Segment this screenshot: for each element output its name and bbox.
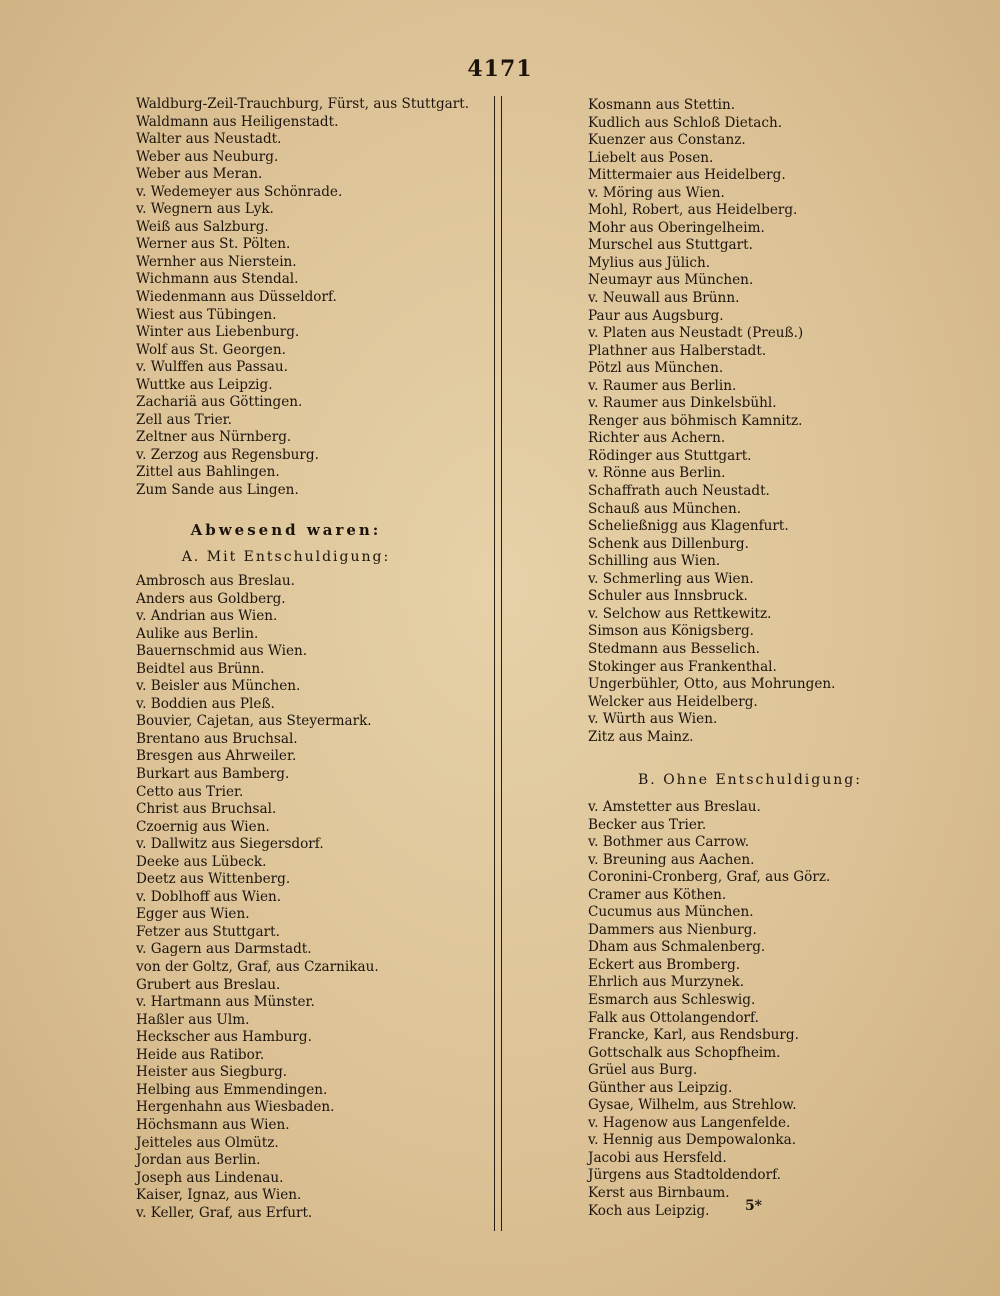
attendee-list-continued: [136, 96, 469, 500]
list-item: Heister aus Siegburg.: [136, 1064, 288, 1081]
list-item: v. Bothmer aus Carrow.: [588, 834, 750, 851]
list-item: Bouvier, Cajetan, aus Steyermark.: [136, 713, 372, 730]
list-item: Schenk aus Dillenburg.: [588, 535, 749, 552]
list-item: Hergenhahn aus Wiesbaden.: [136, 1099, 335, 1116]
list-item: Joseph aus Lindenau.: [136, 1169, 284, 1186]
list-item: v. Rönne aus Berlin.: [588, 465, 726, 482]
list-item: Kerst aus Birnbaum.: [588, 1185, 730, 1202]
list-item: Kaiser, Ignaz, aus Wien.: [136, 1187, 302, 1204]
list-item: v. Selchow aus Rettkewitz.: [588, 605, 772, 622]
list-item: v. Wedemeyer aus Schönrade.: [136, 183, 343, 200]
list-item: Ehrlich aus Murzynek.: [588, 974, 745, 991]
list-item: Zachariä aus Göttingen.: [136, 394, 303, 411]
list-item: Plathner aus Halberstadt.: [588, 342, 767, 359]
absent-heading: Abwesend waren:: [190, 521, 382, 539]
list-item: Christ aus Bruchsal.: [136, 801, 277, 818]
section-b-heading: B. Ohne Entschuldigung:: [638, 772, 862, 788]
list-item: Eckert aus Bromberg.: [588, 956, 741, 973]
list-item: Wichmann aus Stendal.: [136, 271, 299, 288]
list-item: Zum Sande aus Lingen.: [136, 482, 299, 499]
list-item: v. Möring aus Wien.: [588, 184, 725, 201]
list-item: Heide aus Ratibor.: [136, 1046, 265, 1063]
list-item: Simson aus Königsberg.: [588, 623, 754, 640]
list-item: Weber aus Neuburg.: [136, 148, 279, 165]
list-item: Beidtel aus Brünn.: [136, 660, 265, 677]
list-item: Helbing aus Emmendingen.: [136, 1081, 328, 1098]
list-item: Weber aus Meran.: [136, 166, 263, 183]
list-item: Schaffrath auch Neustadt.: [588, 483, 770, 500]
list-item: v. Breuning aus Aachen.: [588, 851, 755, 868]
list-item: v. Hagenow aus Langenfelde.: [588, 1114, 791, 1131]
list-item: Schuler aus Innsbruck.: [588, 588, 748, 605]
list-item: Wolf aus St. Georgen.: [136, 341, 286, 358]
list-item: Kosmann aus Stettin.: [588, 97, 736, 113]
list-item: Schauß aus München.: [588, 500, 742, 517]
list-item: Bresgen aus Ahrweiler.: [136, 748, 297, 765]
list-item: Dammers aus Nienburg.: [588, 921, 757, 938]
list-item: Mohr aus Oberingelheim.: [588, 219, 765, 236]
list-item: Wiest aus Tübingen.: [136, 306, 277, 323]
list-item: Kuenzer aus Constanz.: [588, 132, 746, 149]
list-item: Liebelt aus Posen.: [588, 149, 714, 166]
list-item: Dham aus Schmalenberg.: [588, 939, 766, 956]
list-item: v. Wulffen aus Passau.: [136, 359, 288, 376]
list-item: Rödinger aus Stuttgart.: [588, 447, 752, 464]
list-item: Neumayr aus München.: [588, 272, 754, 289]
list-item: Coronini-Cronberg, Graf, aus Görz.: [588, 869, 831, 886]
list-item: Brentano aus Bruchsal.: [136, 730, 298, 747]
list-item: Jordan aus Berlin.: [136, 1152, 261, 1169]
list-item: v. Würth aus Wien.: [588, 711, 718, 728]
list-item: Wernher aus Nierstein.: [136, 253, 297, 270]
list-item: Koch aus Leipzig.: [588, 1202, 710, 1219]
list-item: von der Goltz, Graf, aus Czarnikau.: [136, 959, 379, 976]
list-item: Heckscher aus Hamburg.: [136, 1029, 312, 1046]
list-item: Höchsmann aus Wien.: [136, 1116, 290, 1133]
list-item: v. Andrian aus Wien.: [136, 608, 278, 625]
list-item: v. Doblhoff aus Wien.: [136, 888, 282, 905]
list-item: Gottschalk aus Schopfheim.: [588, 1044, 781, 1061]
unexcused-list: [588, 799, 830, 1220]
list-item: v. Platen aus Neustadt (Preuß.): [588, 325, 804, 342]
list-item: v. Raumer aus Berlin.: [588, 377, 737, 394]
list-item: Czoernig aus Wien.: [136, 818, 270, 835]
list-item: Zittel aus Bahlingen.: [136, 464, 280, 481]
list-item: Falk aus Ottolangendorf.: [588, 1009, 759, 1026]
list-item: Fetzer aus Stuttgart.: [136, 923, 280, 940]
list-item: Wiedenmann aus Düsseldorf.: [136, 289, 337, 306]
page-number: 4171: [467, 56, 533, 82]
list-item: v. Keller, Graf, aus Erfurt.: [136, 1204, 313, 1221]
list-item: v. Dallwitz aus Siegersdorf.: [136, 836, 324, 853]
list-item: Grubert aus Breslau.: [136, 976, 281, 993]
list-item: Francke, Karl, aus Rendsburg.: [588, 1027, 799, 1044]
list-item: Paur aus Augsburg.: [588, 307, 724, 324]
list-item: Winter aus Liebenburg.: [136, 324, 300, 341]
list-item: v. Hartmann aus Münster.: [136, 994, 315, 1011]
list-item: Ambrosch aus Breslau.: [136, 573, 295, 589]
list-item: Deetz aus Wittenberg.: [136, 871, 291, 888]
list-item: Gysae, Wilhelm, aus Strehlow.: [588, 1097, 797, 1114]
list-item: v. Boddien aus Pleß.: [136, 695, 275, 712]
list-item: Aulike aus Berlin.: [136, 625, 259, 642]
list-item: Esmarch aus Schleswig.: [588, 992, 756, 1009]
list-item: Zeltner aus Nürnberg.: [136, 429, 292, 446]
section-a-heading: A. Mit Entschuldigung:: [181, 549, 391, 565]
list-item: Jeitteles aus Olmütz.: [136, 1134, 279, 1151]
list-item: Becker aus Trier.: [588, 816, 707, 833]
list-item: v. Neuwall aus Brünn.: [588, 290, 740, 307]
list-item: Welcker aus Heidelberg.: [588, 693, 758, 710]
list-item: v. Raumer aus Dinkelsbühl.: [588, 395, 777, 412]
list-item: Günther aus Leipzig.: [588, 1079, 733, 1096]
list-item: Grüel aus Burg.: [588, 1062, 698, 1079]
list-item: Cetto aus Trier.: [136, 783, 244, 800]
list-item: Ungerbühler, Otto, aus Mohrungen.: [588, 676, 836, 693]
list-item: Jacobi aus Hersfeld.: [588, 1149, 727, 1166]
list-item: Stedmann aus Besselich.: [588, 640, 760, 657]
signature-mark: 5*: [744, 1198, 762, 1214]
list-item: Burkart aus Bamberg.: [136, 766, 290, 783]
list-item: Wuttke aus Leipzig.: [136, 376, 273, 393]
list-item: Zell aus Trier.: [136, 411, 232, 428]
list-item: Murschel aus Stuttgart.: [588, 237, 753, 254]
list-item: Jürgens aus Stadtoldendorf.: [588, 1167, 781, 1184]
list-item: v. Amstetter aus Breslau.: [588, 799, 761, 815]
list-item: v. Gagern aus Darmstadt.: [136, 941, 312, 958]
list-item: Haßler aus Ulm.: [136, 1011, 250, 1028]
list-item: v. Zerzog aus Regensburg.: [136, 446, 319, 463]
list-item: v. Hennig aus Dempowalonka.: [588, 1132, 797, 1149]
list-item: Richter aus Achern.: [588, 430, 726, 447]
list-item: Mylius aus Jülich.: [588, 254, 711, 271]
list-item: Cucumus aus München.: [588, 904, 754, 921]
list-item: Deeke aus Lübeck.: [136, 853, 267, 870]
column-divider: [494, 96, 502, 1231]
list-item: Mittermaier aus Heidelberg.: [588, 167, 786, 184]
excused-list-left: [136, 573, 379, 1222]
list-item: Werner aus St. Pölten.: [136, 236, 291, 253]
list-item: Renger aus böhmisch Kamnitz.: [588, 412, 803, 429]
list-item: Weiß aus Salzburg.: [136, 218, 269, 235]
list-item: v. Wegnern aus Lyk.: [136, 201, 274, 218]
list-item: Cramer aus Köthen.: [588, 886, 727, 903]
list-item: Pötzl aus München.: [588, 360, 724, 377]
list-item: Schilling aus Wien.: [588, 553, 721, 570]
list-item: Kudlich aus Schloß Dietach.: [588, 114, 783, 131]
list-item: v. Beisler aus München.: [136, 678, 301, 695]
list-item: v. Schmerling aus Wien.: [588, 570, 754, 587]
list-item: Egger aus Wien.: [136, 906, 250, 923]
excused-list-right: [588, 97, 835, 746]
list-item: Bauernschmid aus Wien.: [136, 643, 308, 660]
list-item: Mohl, Robert, aus Heidelberg.: [588, 202, 798, 219]
list-item: Stokinger aus Frankenthal.: [588, 658, 777, 675]
list-item: Walter aus Neustadt.: [136, 131, 282, 148]
list-item: Zitz aus Mainz.: [588, 728, 694, 745]
list-item: Anders aus Goldberg.: [136, 590, 286, 607]
list-item: Waldmann aus Heiligenstadt.: [136, 113, 339, 130]
list-item: Waldburg-Zeil-Trauchburg, Fürst, aus Stuttgart.: [136, 96, 470, 112]
list-item: Scheließnigg aus Klagenfurt.: [588, 518, 789, 535]
